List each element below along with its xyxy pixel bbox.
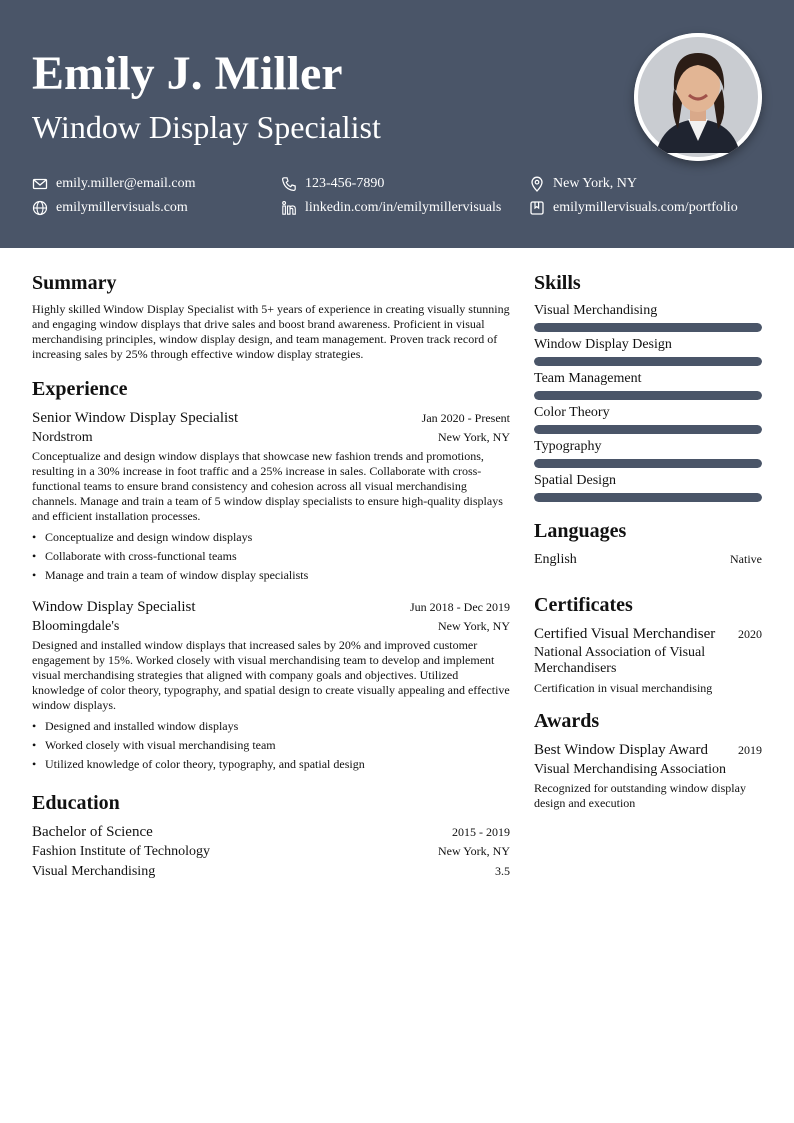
language-level: Native <box>730 552 762 566</box>
skill-item <box>534 438 762 468</box>
skill-name: Typography <box>534 439 602 454</box>
education-gpa: 3.5 <box>495 864 510 878</box>
job-company: Bloomingdale's <box>32 619 120 634</box>
skill-bar <box>534 425 762 434</box>
skill-item <box>534 302 762 332</box>
education-heading: Education <box>32 792 120 814</box>
linkedin-icon <box>281 200 297 216</box>
job-bullet: • Worked closely with visual merchandising team <box>32 736 510 755</box>
award-description: Recognized for outstanding window display design and execution <box>534 781 746 810</box>
experience-section <box>32 376 510 774</box>
skill-bar <box>534 391 762 400</box>
contact-phone[interactable] <box>281 175 384 193</box>
job-bullet: • Conceptualize and design window displays <box>32 528 510 547</box>
summary-text: Highly skilled Window Display Specialist with 5+ years of experience in creating visually stunning and engaging window displays that drive sales and boost brand awareness. Proficient in visual merchandising principles, window display design, and team management. Proven track record of increasing sales by 25% through effective window display strategies. <box>32 302 510 361</box>
location-pin-icon <box>529 176 545 192</box>
job-entry <box>32 597 510 774</box>
job-bullet: • Designed and installed window displays <box>32 717 510 736</box>
skill-bar-fill <box>534 323 762 332</box>
contact-location-text: New York, NY <box>553 176 638 191</box>
candidate-title: Window Display Specialist <box>32 109 381 145</box>
job-bullets <box>32 528 510 585</box>
skill-name: Visual Merchandising <box>534 303 658 318</box>
skill-bar-fill <box>534 459 762 468</box>
education-section <box>32 790 510 882</box>
job-title: Senior Window Display Specialist <box>32 410 239 426</box>
languages-heading: Languages <box>534 520 627 542</box>
job-title: Window Display Specialist <box>32 599 196 615</box>
skill-bar <box>534 357 762 366</box>
skill-bar-fill <box>534 357 762 366</box>
contact-linkedin-text: linkedin.com/in/emilymillervisuals <box>305 200 502 215</box>
portfolio-bookmark-icon <box>529 200 545 216</box>
skill-bar-fill <box>534 391 762 400</box>
education-school: Fashion Institute of Technology <box>32 844 211 859</box>
awards-heading: Awards <box>534 710 600 732</box>
skill-name: Window Display Design <box>534 337 672 352</box>
sidebar-column <box>534 270 762 811</box>
contact-linkedin[interactable] <box>281 199 501 217</box>
job-dates: Jan 2020 - Present <box>421 411 510 425</box>
job-bullets <box>32 717 510 774</box>
skills-section <box>534 270 762 502</box>
profile-photo <box>634 33 762 161</box>
skill-bar-fill <box>534 425 762 434</box>
skill-name: Spatial Design <box>534 473 617 488</box>
skill-item <box>534 336 762 366</box>
education-dates: 2015 - 2019 <box>452 825 510 839</box>
candidate-name: Emily J. Miller <box>32 47 343 100</box>
certificate-description: Certification in visual merchandising <box>534 681 713 695</box>
contact-website-text: emilymillervisuals.com <box>56 200 188 215</box>
summary-section <box>32 270 510 362</box>
contact-email[interactable] <box>32 175 196 193</box>
education-field: Visual Merchandising <box>32 864 156 879</box>
skills-heading: Skills <box>534 272 581 294</box>
job-bullet: • Manage and train a team of window display specialists <box>32 566 510 585</box>
contact-location <box>529 175 637 193</box>
certificate-year: 2020 <box>738 627 762 641</box>
award-issuer: Visual Merchandising Association <box>534 762 727 777</box>
job-bullet: • Utilized knowledge of color theory, typography, and spatial design <box>32 755 510 774</box>
resume-header <box>0 0 794 248</box>
education-degree: Bachelor of Science <box>32 824 153 840</box>
skill-name: Color Theory <box>534 405 610 420</box>
phone-icon <box>281 176 297 192</box>
main-column <box>32 270 510 882</box>
job-description: Conceptualize and design window displays that showcase new fashion trends and promotions, resulting in a 30% increase in foot traffic and a 25% increase in sales. Collaborate with cross-functional teams to ensure brand consistency and cohesion across all visual merchandising channels. Manage and train a team of 5 window display specialists to ensure high-quality displays and efficient installation processes. <box>32 449 503 523</box>
job-location: New York, NY <box>437 619 510 633</box>
globe-icon <box>32 200 48 216</box>
skill-bar <box>534 459 762 468</box>
job-description: Designed and installed window displays that increased sales by 20% and improved customer engagement by 15%. Worked closely with visual merchandising team to develop and implement visual merchandising strategies that aligned with company goals and objectives. Utilized knowledge of color theory, typography, and spatial design to create visually appealing and effective window displays. <box>32 638 510 712</box>
education-location: New York, NY <box>437 844 510 858</box>
experience-heading: Experience <box>32 378 128 400</box>
skill-name: Team Management <box>534 371 642 386</box>
certificates-section <box>534 592 762 696</box>
certificates-heading: Certificates <box>534 594 633 616</box>
summary-heading: Summary <box>32 272 117 294</box>
contact-email-text: emily.miller@email.com <box>56 176 196 191</box>
skill-item <box>534 370 762 400</box>
job-dates: Jun 2018 - Dec 2019 <box>410 600 510 614</box>
contact-phone-text: 123-456-7890 <box>305 176 385 191</box>
skill-item <box>534 404 762 434</box>
mail-icon <box>32 176 48 192</box>
language-name: English <box>534 552 577 567</box>
certificate-issuer: National Association of Visual Merchandisers <box>534 645 706 676</box>
award-year: 2019 <box>738 743 762 757</box>
job-entry <box>32 408 510 585</box>
contact-website[interactable] <box>32 199 188 217</box>
contact-portfolio[interactable] <box>529 199 738 217</box>
skill-item <box>534 472 762 502</box>
contact-portfolio-text: emilymillervisuals.com/portfolio <box>553 200 738 215</box>
skill-bar-fill <box>534 493 762 502</box>
job-bullet: • Collaborate with cross-functional teams <box>32 547 510 566</box>
awards-section <box>534 708 762 811</box>
job-company: Nordstrom <box>32 430 93 445</box>
certificate-name: Certified Visual Merchandiser <box>534 626 716 642</box>
job-location: New York, NY <box>437 430 510 444</box>
skill-bar <box>534 493 762 502</box>
languages-section <box>534 518 762 570</box>
award-name: Best Window Display Award <box>534 742 708 758</box>
skill-bar <box>534 323 762 332</box>
